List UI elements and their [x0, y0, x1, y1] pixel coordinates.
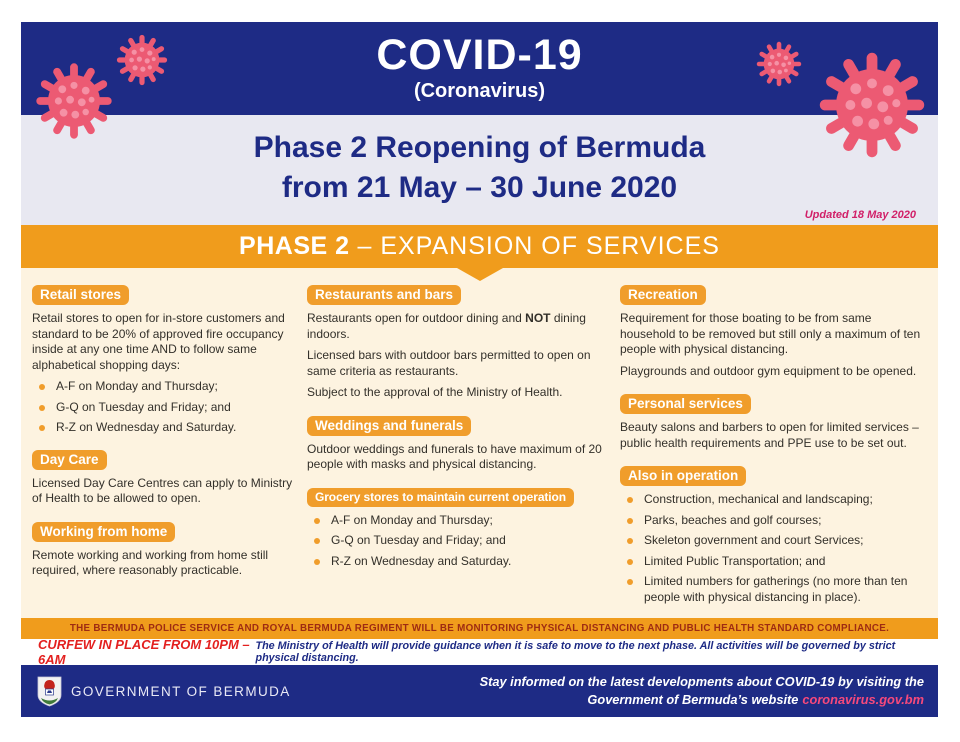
section-heading: Personal services [620, 394, 751, 414]
paragraph: Licensed Day Care Centres can apply to Ministry of Health to be allowed to open. [32, 475, 293, 505]
stay-informed-note [480, 673, 924, 709]
paragraph: Playgrounds and outdoor gym equipment to be opened. [620, 363, 917, 378]
paragraph: Licensed bars with outdoor bars permitted to open on same criteria as restaurants. [307, 348, 591, 378]
police-compliance-strip [21, 618, 938, 639]
stay-informed-line1: Stay informed on the latest developments about COVID-19 by visiting the [479, 674, 924, 689]
bullet-text: G-Q on Tuesday and Friday; and [331, 533, 506, 547]
columns [21, 268, 938, 618]
section-heading: Recreation [620, 285, 706, 305]
section-heading: Restaurants and bars [307, 285, 461, 305]
bullet-dot-icon [627, 518, 633, 524]
bullet-text: A-F on Monday and Thursday; [331, 512, 493, 527]
bermuda-coat-of-arms-icon [37, 676, 62, 707]
bullet-dot-icon [627, 538, 633, 544]
bullet-item [307, 533, 607, 549]
paragraph: Retail stores to open for in-store customers and standard to be 20% of approved fire occupancy inside at any one time AND to follow same alphabetical shopping days: [32, 311, 285, 372]
stay-informed-line2: Government of Bermuda’s website [587, 692, 799, 707]
column [32, 285, 294, 618]
paragraph: Restaurants open for outdoor dining and NOT dining indoors. [307, 311, 586, 341]
virus-icon [35, 62, 113, 140]
virus-icon [116, 34, 168, 86]
section-heading: Retail stores [32, 285, 129, 305]
bullet-item [620, 574, 930, 605]
bullet-item [620, 533, 930, 549]
section-heading: Grocery stores to maintain current operation [307, 488, 574, 507]
bullet-dot-icon [39, 384, 45, 390]
virus-icon [818, 51, 926, 159]
ministry-guidance-note: The Ministry of Health will provide guidance when it is safe to move to the next phase. All activities will be governed by strict physical distancing. [255, 640, 896, 664]
footer [21, 665, 938, 717]
bullet-dot-icon [314, 518, 320, 524]
bullet-item [620, 554, 930, 570]
phase-title-band [21, 115, 938, 225]
bullet-text: Parks, beaches and golf courses; [644, 512, 822, 527]
bullet-text: Skeleton government and court Services; [644, 533, 864, 547]
column [307, 285, 607, 618]
bullet-item [307, 554, 607, 570]
curfew-strip [21, 639, 938, 665]
bullet-dot-icon [627, 579, 633, 585]
section-heading: Day Care [32, 450, 107, 470]
paragraph: Subject to the approval of the Ministry of Health. [307, 385, 563, 399]
updated-date: Updated 18 May 2020 [804, 209, 916, 221]
bullet-text: G-Q on Tuesday and Friday; and [56, 399, 231, 414]
bullet-item [32, 400, 294, 416]
banner-expansion-label: – EXPANSION OF SERVICES [349, 232, 720, 260]
bullet-item [620, 492, 930, 508]
bullet-dot-icon [314, 559, 320, 565]
government-name: GOVERNMENT OF BERMUDA [71, 683, 291, 699]
bullet-item [620, 513, 930, 529]
government-brand [37, 676, 291, 707]
bullet-dot-icon [39, 425, 45, 431]
bullet-item [32, 420, 294, 436]
virus-icon [756, 41, 802, 87]
bullet-dot-icon [627, 559, 633, 565]
bullet-text: Construction, mechanical and landscaping; [644, 492, 873, 506]
bullet-text: Limited numbers for gatherings (no more than ten people with physical distancing in place). [644, 574, 908, 604]
bullet-text: A-F on Monday and Thursday; [56, 379, 218, 393]
bullet-item [307, 513, 607, 529]
page-title: COVID-19 [376, 31, 583, 79]
bullet-text: Limited Public Transportation; and [644, 553, 826, 568]
banner-phase-label: PHASE 2 [239, 232, 350, 260]
bullet-text: R-Z on Wednesday and Saturday. [331, 553, 512, 568]
bullet-dot-icon [39, 405, 45, 411]
section-heading: Weddings and funerals [307, 416, 471, 436]
bullet-dot-icon [627, 497, 633, 503]
section-heading: Working from home [32, 522, 175, 542]
paragraph: Remote working and working from home still required, where reasonably practicable. [32, 547, 269, 577]
bullet-text: R-Z on Wednesday and Saturday. [56, 420, 237, 434]
covid-poster [21, 22, 938, 717]
phase-title-line2: from 21 May – 30 June 2020 [281, 171, 678, 204]
coronavirus-website-link[interactable]: coronavirus.gov.bm [802, 692, 924, 707]
police-compliance-text: THE BERMUDA POLICE SERVICE AND ROYAL BERMUDA REGIMENT WILL BE MONITORING PHYSICAL DISTANCING AND PUBLIC HEALTH STANDARD COMPLIANCE. [69, 623, 890, 634]
bullet-item [32, 379, 294, 395]
paragraph: Outdoor weddings and funerals to have maximum of 20 people with masks and physical distancing. [307, 441, 602, 471]
paragraph: Requirement for those boating to be from same household to be removed but still only a maximum of ten people with physical distancing. [620, 311, 921, 356]
page-subtitle: (Coronavirus) [413, 80, 546, 102]
section-heading: Also in operation [620, 466, 746, 486]
column [620, 285, 930, 618]
expansion-banner [21, 225, 938, 268]
bullet-dot-icon [314, 538, 320, 544]
curfew-notice: CURFEW IN PLACE FROM 10PM – 6AM [38, 637, 250, 667]
paragraph: Beauty salons and barbers to open for limited services – public health requirements and PPE use to be set out. [620, 420, 919, 450]
phase-title-line1: Phase 2 Reopening of Bermuda [253, 131, 706, 164]
